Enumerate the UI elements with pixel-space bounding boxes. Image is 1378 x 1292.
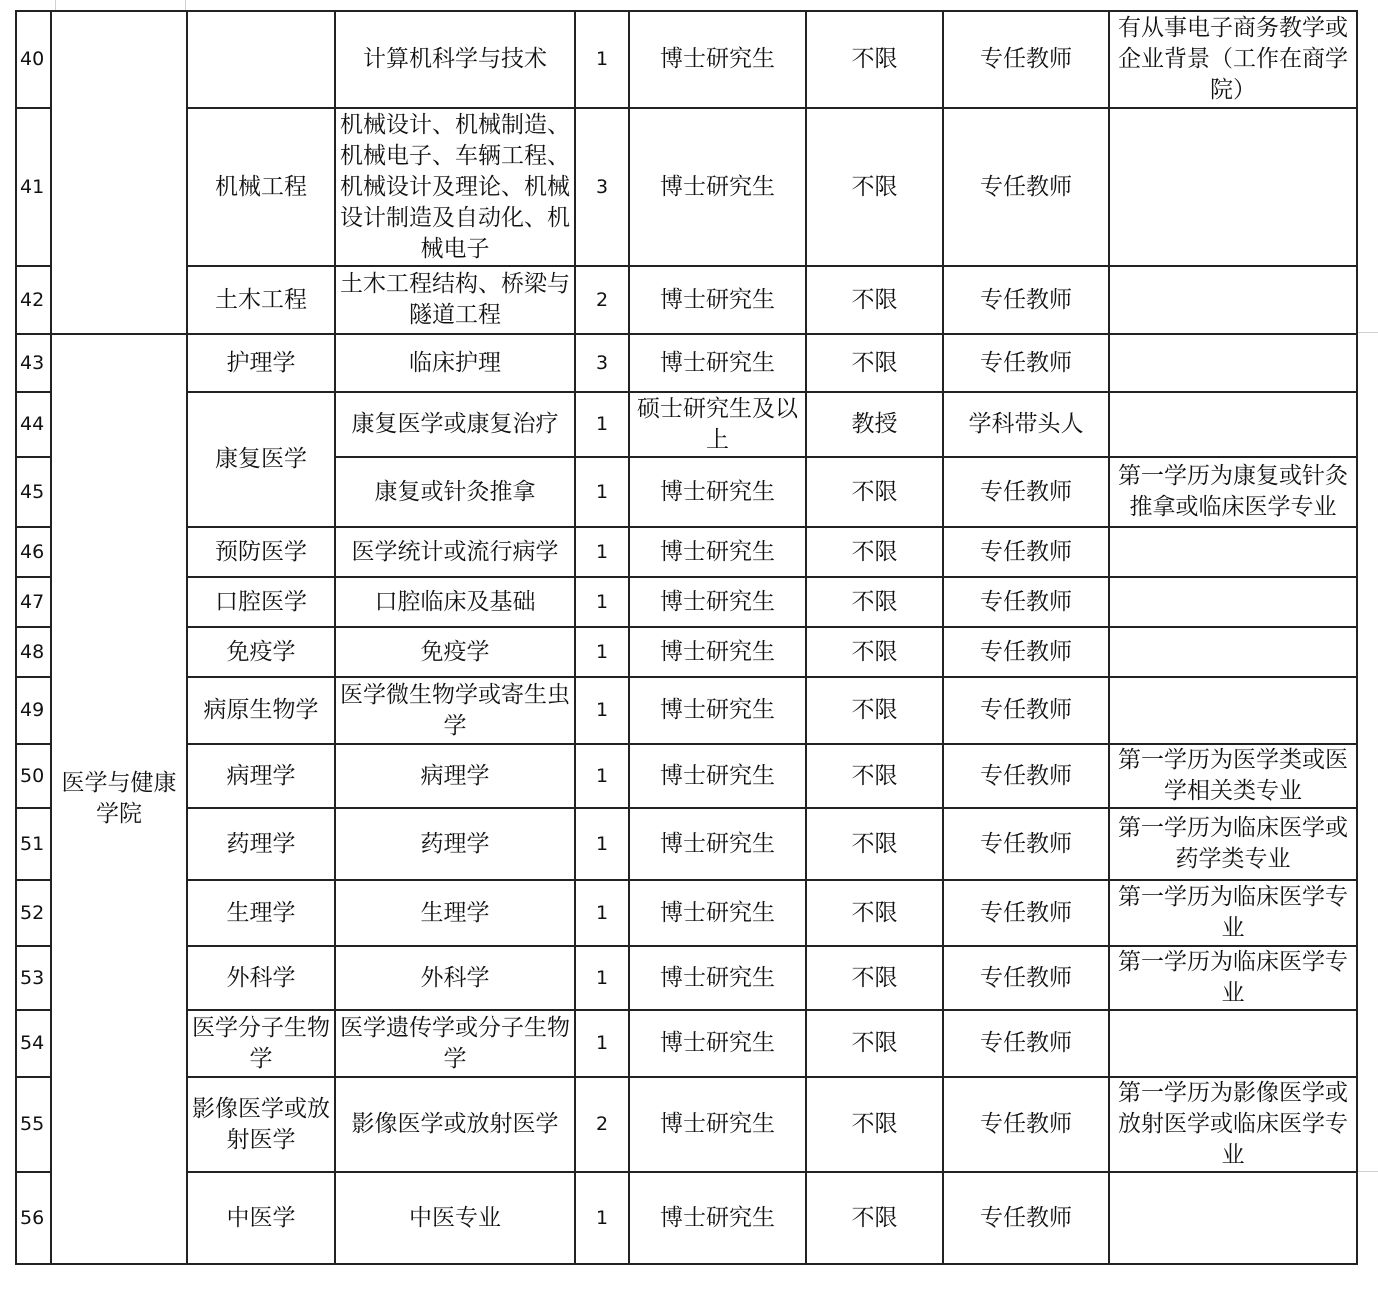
notes-cell: 有从事电子商务教学或企业背景（工作在商学院） [1109,11,1357,108]
title-cell: 不限 [806,266,943,334]
row-number: 47 [16,577,51,627]
degree-cell: 博士研究生 [629,457,806,527]
post-cell: 专任教师 [943,266,1109,334]
degree-cell: 博士研究生 [629,1077,806,1172]
title-cell: 不限 [806,744,943,808]
title-cell: 不限 [806,880,943,946]
major-cell: 口腔临床及基础 [335,577,575,627]
notes-cell [1109,334,1357,392]
major-cell: 中医专业 [335,1172,575,1264]
table-row [16,880,1357,946]
sheet-gridline [1356,332,1378,333]
count-cell: 1 [575,527,629,577]
post-cell: 专任教师 [943,880,1109,946]
row-number: 44 [16,392,51,457]
major-cell: 药理学 [335,808,575,880]
post-cell: 专任教师 [943,1077,1109,1172]
title-cell: 不限 [806,1010,943,1077]
sheet-gridline [1356,1171,1378,1172]
table-row [16,1172,1357,1264]
count-cell: 3 [575,334,629,392]
discipline-cell [187,11,335,108]
major-cell: 土木工程结构、桥梁与隧道工程 [335,266,575,334]
count-cell: 1 [575,744,629,808]
discipline-cell: 生理学 [187,880,335,946]
row-number: 48 [16,627,51,677]
discipline-cell: 土木工程 [187,266,335,334]
title-cell: 不限 [806,1077,943,1172]
major-cell: 临床护理 [335,334,575,392]
title-cell: 教授 [806,392,943,457]
discipline-cell: 外科学 [187,946,335,1010]
post-cell: 专任教师 [943,1010,1109,1077]
count-cell: 1 [575,627,629,677]
row-number: 54 [16,1010,51,1077]
table-row [16,266,1357,334]
major-cell: 免疫学 [335,627,575,677]
row-number: 46 [16,527,51,577]
notes-cell: 第一学历为临床医学专业 [1109,946,1357,1010]
notes-cell [1109,392,1357,457]
major-cell: 生理学 [335,880,575,946]
title-cell: 不限 [806,527,943,577]
major-cell: 影像医学或放射医学 [335,1077,575,1172]
degree-cell: 博士研究生 [629,11,806,108]
post-cell: 专任教师 [943,627,1109,677]
table-row [16,577,1357,627]
notes-cell [1109,527,1357,577]
count-cell: 1 [575,577,629,627]
degree-cell: 博士研究生 [629,266,806,334]
row-number: 53 [16,946,51,1010]
notes-cell [1109,266,1357,334]
count-cell: 2 [575,266,629,334]
college-cell: 医学与健康学院 [51,334,187,1264]
title-cell: 不限 [806,1172,943,1264]
count-cell: 1 [575,946,629,1010]
count-cell: 2 [575,1077,629,1172]
post-cell: 专任教师 [943,677,1109,744]
notes-cell: 第一学历为临床医学专业 [1109,880,1357,946]
table-row [16,744,1357,808]
row-number: 45 [16,457,51,527]
count-cell: 1 [575,1010,629,1077]
degree-cell: 博士研究生 [629,627,806,677]
major-cell: 康复医学或康复治疗 [335,392,575,457]
discipline-cell: 免疫学 [187,627,335,677]
table-row [16,108,1357,266]
degree-cell: 博士研究生 [629,334,806,392]
degree-cell: 博士研究生 [629,808,806,880]
count-cell: 1 [575,880,629,946]
post-cell: 专任教师 [943,108,1109,266]
row-number: 41 [16,108,51,266]
discipline-cell: 影像医学或放射医学 [187,1077,335,1172]
row-number: 51 [16,808,51,880]
discipline-cell: 药理学 [187,808,335,880]
post-cell: 学科带头人 [943,392,1109,457]
count-cell: 1 [575,1172,629,1264]
post-cell: 专任教师 [943,1172,1109,1264]
table-row [16,946,1357,1010]
row-number: 50 [16,744,51,808]
notes-cell [1109,577,1357,627]
table-row [16,11,1357,108]
notes-cell: 第一学历为临床医学或药学类专业 [1109,808,1357,880]
count-cell: 1 [575,11,629,108]
notes-cell [1109,108,1357,266]
degree-cell: 博士研究生 [629,946,806,1010]
post-cell: 专任教师 [943,334,1109,392]
table-row [16,808,1357,880]
degree-cell: 硕士研究生及以上 [629,392,806,457]
discipline-cell: 机械工程 [187,108,335,266]
table-row [16,527,1357,577]
title-cell: 不限 [806,577,943,627]
college-cell [51,11,187,334]
title-cell: 不限 [806,627,943,677]
major-cell: 医学遗传学或分子生物学 [335,1010,575,1077]
major-cell: 医学微生物学或寄生虫学 [335,677,575,744]
table-row [16,1010,1357,1077]
degree-cell: 博士研究生 [629,880,806,946]
notes-cell: 第一学历为医学类或医学相关类专业 [1109,744,1357,808]
count-cell: 1 [575,457,629,527]
major-cell: 外科学 [335,946,575,1010]
count-cell: 1 [575,808,629,880]
degree-cell: 博士研究生 [629,1010,806,1077]
degree-cell: 博士研究生 [629,677,806,744]
post-cell: 专任教师 [943,808,1109,880]
degree-cell: 博士研究生 [629,577,806,627]
notes-cell: 第一学历为康复或针灸推拿或临床医学专业 [1109,457,1357,527]
notes-cell [1109,1010,1357,1077]
row-number: 42 [16,266,51,334]
title-cell: 不限 [806,108,943,266]
post-cell: 专任教师 [943,744,1109,808]
discipline-cell: 康复医学 [187,392,335,527]
table-row [16,392,1357,457]
row-number: 40 [16,11,51,108]
post-cell: 专任教师 [943,457,1109,527]
table-row [16,627,1357,677]
discipline-cell: 病原生物学 [187,677,335,744]
major-cell: 康复或针灸推拿 [335,457,575,527]
title-cell: 不限 [806,677,943,744]
post-cell: 专任教师 [943,11,1109,108]
notes-cell [1109,677,1357,744]
title-cell: 不限 [806,946,943,1010]
notes-cell: 第一学历为影像医学或放射医学或临床医学专业 [1109,1077,1357,1172]
table-row [16,334,1357,392]
notes-cell [1109,627,1357,677]
major-cell: 医学统计或流行病学 [335,527,575,577]
major-cell: 病理学 [335,744,575,808]
discipline-cell: 中医学 [187,1172,335,1264]
table-row [16,1077,1357,1172]
discipline-cell: 护理学 [187,334,335,392]
row-number: 43 [16,334,51,392]
post-cell: 专任教师 [943,946,1109,1010]
table-row [16,677,1357,744]
discipline-cell: 预防医学 [187,527,335,577]
row-number: 55 [16,1077,51,1172]
count-cell: 3 [575,108,629,266]
row-number: 49 [16,677,51,744]
degree-cell: 博士研究生 [629,527,806,577]
count-cell: 1 [575,392,629,457]
major-cell: 机械设计、机械制造、机械电子、车辆工程、机械设计及理论、机械设计制造及自动化、机械电子 [335,108,575,266]
degree-cell: 博士研究生 [629,744,806,808]
recruitment-table [15,10,1358,1265]
post-cell: 专任教师 [943,577,1109,627]
discipline-cell: 医学分子生物学 [187,1010,335,1077]
post-cell: 专任教师 [943,527,1109,577]
row-number: 56 [16,1172,51,1264]
count-cell: 1 [575,677,629,744]
title-cell: 不限 [806,11,943,108]
discipline-cell: 口腔医学 [187,577,335,627]
title-cell: 不限 [806,457,943,527]
title-cell: 不限 [806,334,943,392]
discipline-cell: 病理学 [187,744,335,808]
title-cell: 不限 [806,808,943,880]
major-cell: 计算机科学与技术 [335,11,575,108]
degree-cell: 博士研究生 [629,108,806,266]
notes-cell [1109,1172,1357,1264]
row-number: 52 [16,880,51,946]
degree-cell: 博士研究生 [629,1172,806,1264]
